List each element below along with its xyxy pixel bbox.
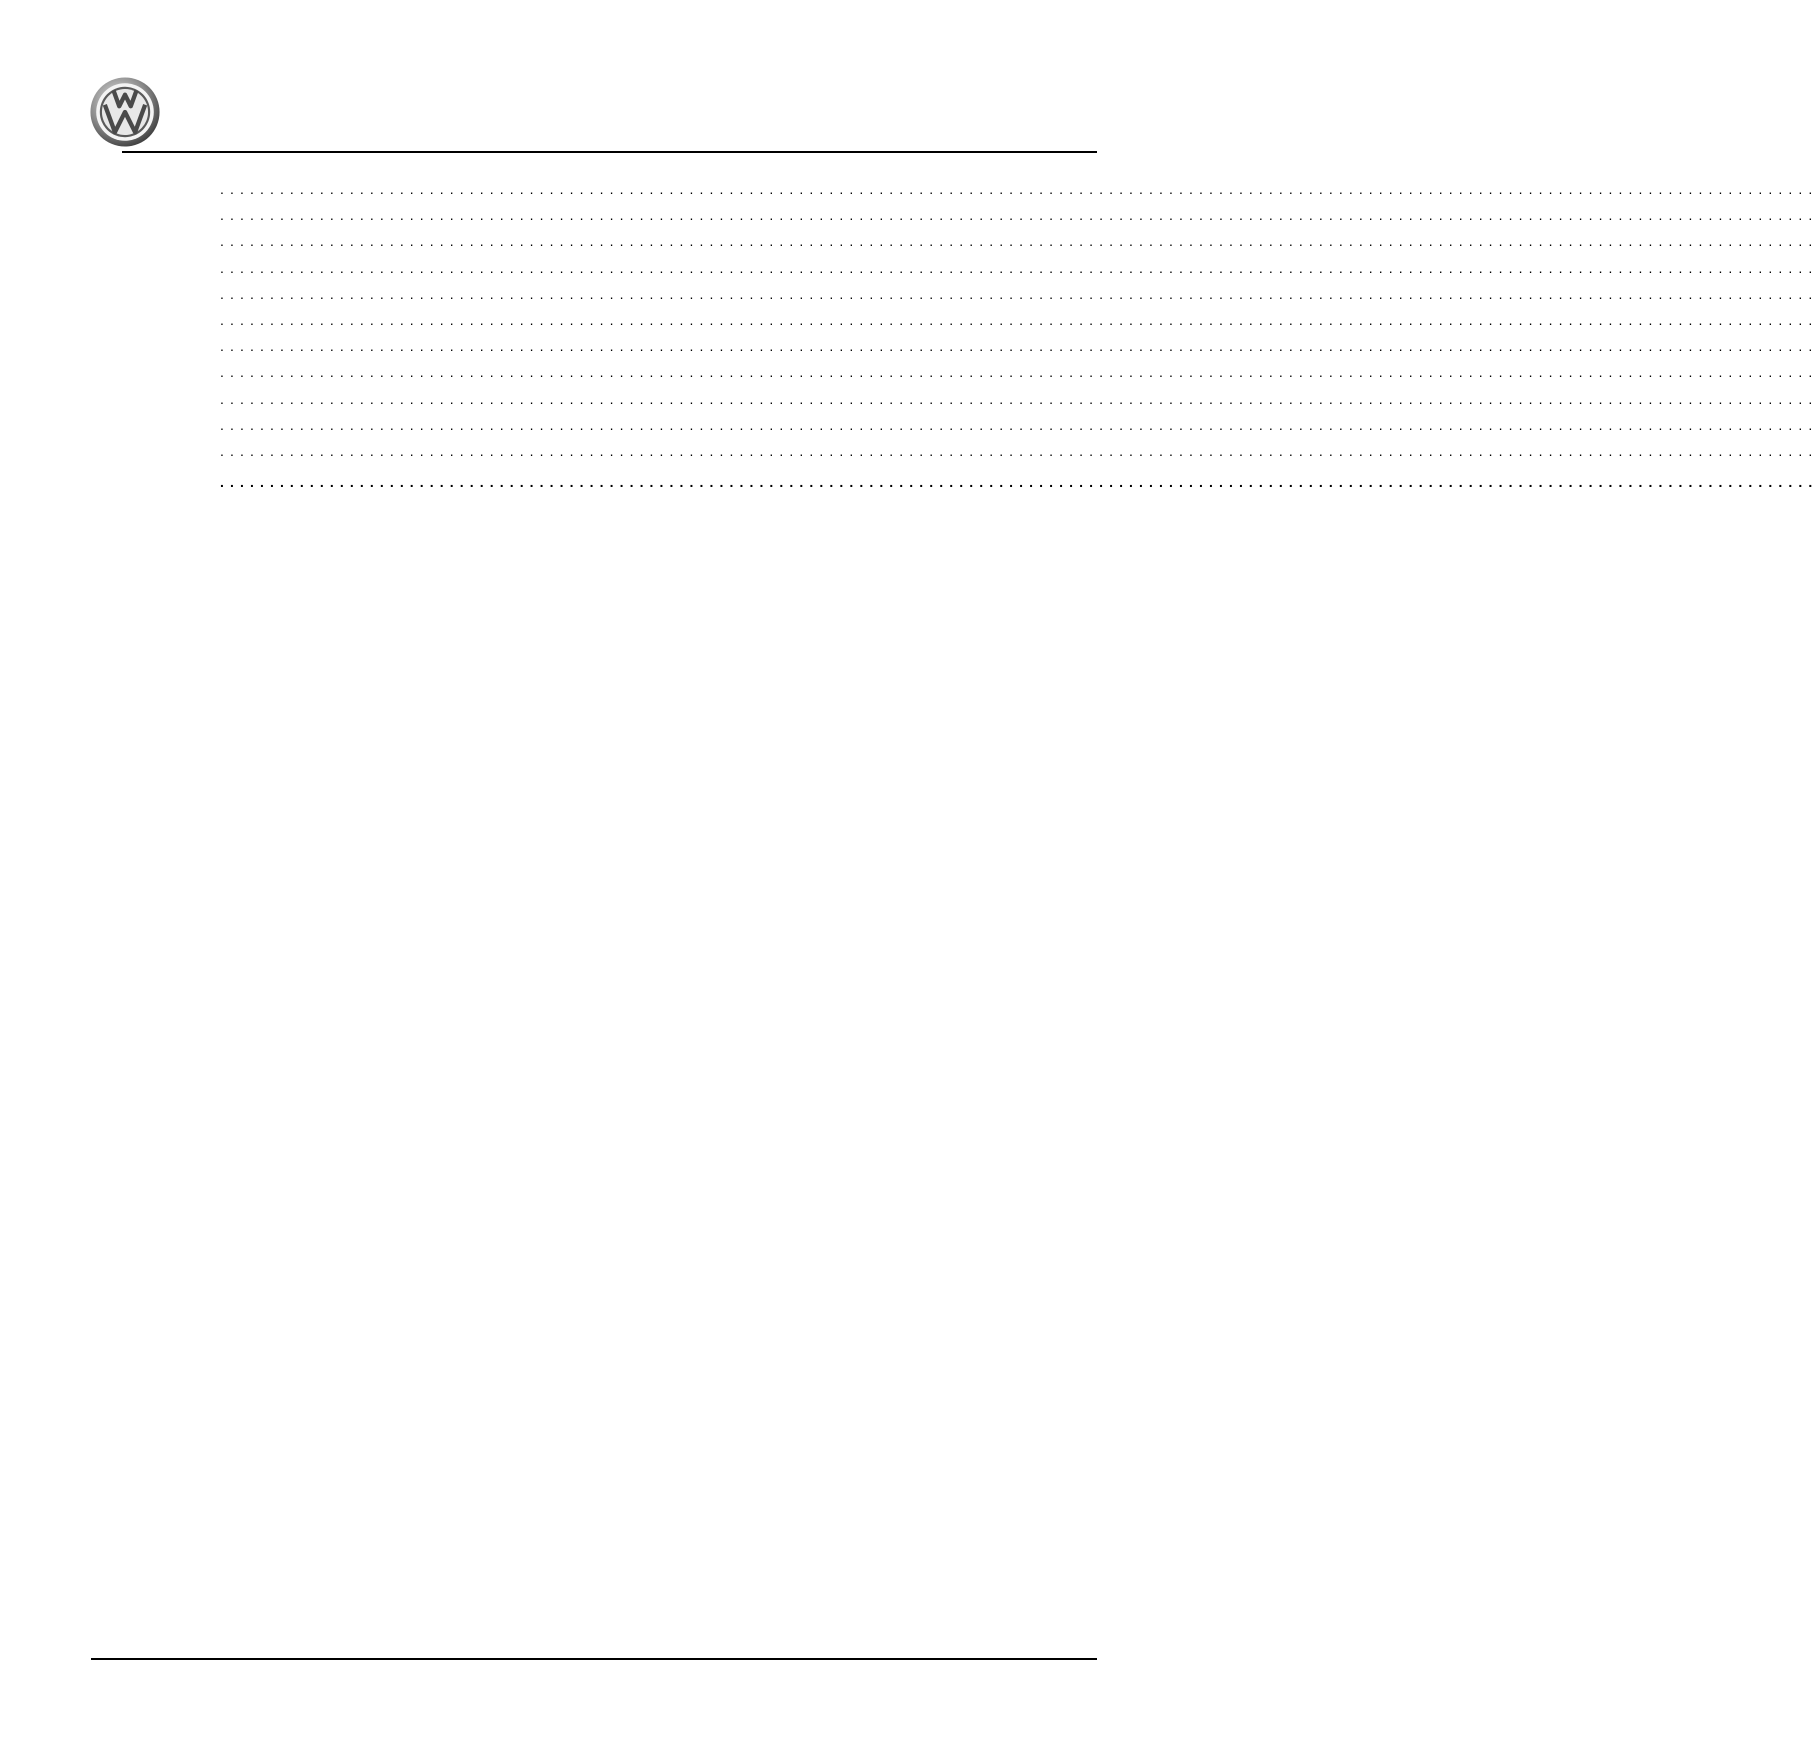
toc-row[interactable] [139, 228, 1818, 254]
header-rule [122, 151, 1097, 153]
table-of-contents [139, 176, 1818, 495]
toc-row[interactable] [139, 359, 1818, 385]
toc-leader-dots: ................................................................................................................................................................ [220, 416, 1818, 433]
toc-leader-dots: ................................................................................................................................................................ [220, 474, 1818, 491]
toc-row[interactable] [139, 307, 1818, 333]
toc-leader-dots: ................................................................................................................................................................ [220, 233, 1818, 250]
vw-logo-icon [89, 76, 161, 148]
toc-leader-dots: ................................................................................................................................................................ [220, 390, 1818, 407]
toc-row[interactable] [139, 176, 1818, 202]
toc-row[interactable] [139, 255, 1818, 281]
toc-leader-dots: ................................................................................................................................................................ [220, 338, 1818, 355]
toc-row[interactable] [139, 281, 1818, 307]
toc-leader-dots: ................................................................................................................................................................ [220, 364, 1818, 381]
toc-chapter-row[interactable] [139, 469, 1818, 495]
toc-row[interactable] [139, 202, 1818, 228]
toc-row[interactable] [139, 386, 1818, 412]
toc-leader-dots: ................................................................................................................................................................ [220, 311, 1818, 328]
toc-row[interactable] [139, 438, 1818, 464]
toc-leader-dots: ................................................................................................................................................................ [220, 207, 1818, 224]
footer-rule [91, 1658, 1097, 1660]
toc-leader-dots: ................................................................................................................................................................ [220, 442, 1818, 459]
toc-row[interactable] [139, 333, 1818, 359]
toc-row[interactable] [139, 412, 1818, 438]
toc-leader-dots: ................................................................................................................................................................ [220, 259, 1818, 276]
toc-leader-dots: ................................................................................................................................................................ [220, 181, 1818, 197]
toc-leader-dots: ................................................................................................................................................................ [220, 285, 1818, 302]
